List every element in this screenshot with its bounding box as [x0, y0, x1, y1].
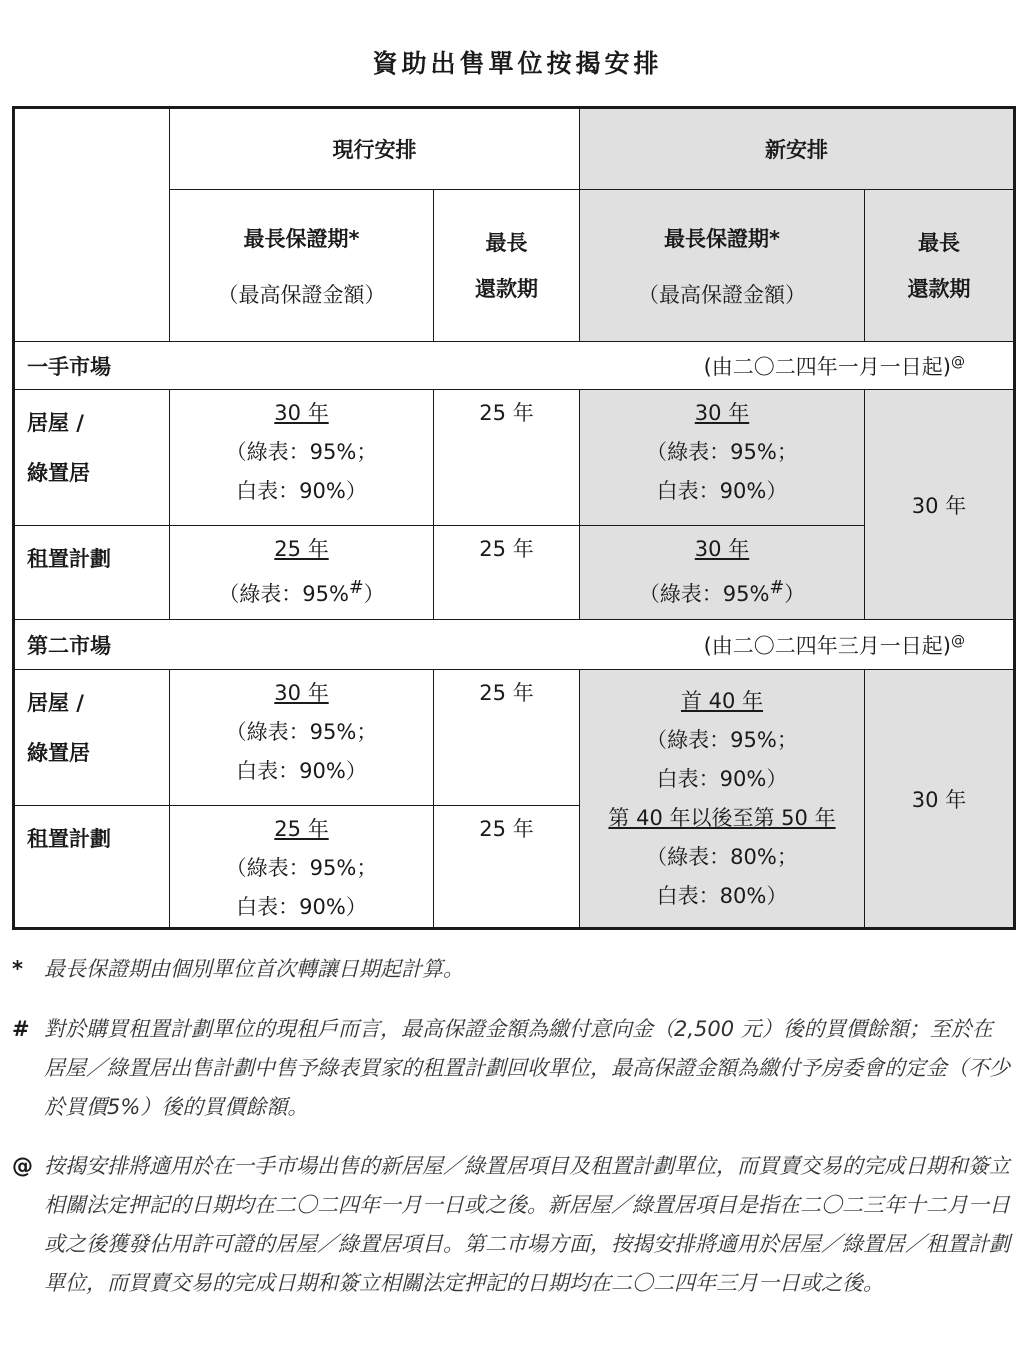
row-label-tps: 租置計劃: [14, 806, 170, 929]
header-repay-current: [434, 190, 580, 342]
repay-label-1: 最長: [485, 230, 528, 255]
row-label-hos: 居屋 / 綠置居: [14, 670, 170, 806]
footnote-asterisk: * 最長保證期由個別單位首次轉讓日期起計算。: [12, 957, 464, 981]
repay-label-1: 最長: [918, 230, 960, 255]
repay-label-2: 還款期: [475, 276, 538, 301]
section-effective-date: (由二〇二四年一月一日起)@: [703, 353, 965, 379]
secondary-new-guarantee: 首 40 年 （綠表：95%； 白表：90%） 第 40 年以後至第 50 年 （綠表：80%； 白表：80%）: [580, 670, 865, 929]
header-new: 新安排: [580, 108, 1015, 190]
section-primary: [14, 342, 1015, 390]
guarantee-amount-label: （最高保證金額）: [638, 282, 806, 307]
primary-tps-new-guarantee: 30 年 （綠表：95%#）: [580, 526, 865, 620]
footnote-at: @ 按揭安排將適用於在一手市場出售的新居屋／綠置居項目及租置計劃單位，而買賣交易的完成日期和簽立相關法定押記的日期均在二〇二四年一月一日或之後。新居屋／綠置居項目是指在二〇二三年十二月一日或之後獲發佔用許可證的居屋／綠置居項目。第二市場方面，按揭安排將適用於居屋／綠置居／租置計劃單位，而買賣交易的完成日期和簽立相關法定押記的日期均在二〇二四年三月一日或之後。: [12, 1154, 1010, 1295]
guarantee-amount-label: （最高保證金額）: [217, 282, 386, 307]
secondary-new-repay: 30 年: [865, 670, 1015, 929]
primary-tps-current-repay: 25 年: [434, 526, 580, 620]
primary-tps-current-guarantee: 25 年 （綠表：95%#）: [170, 526, 434, 620]
repay-label-2: 還款期: [907, 276, 971, 301]
page-title: 資助出售單位按揭安排: [372, 49, 663, 78]
mortgage-table: [12, 106, 1016, 930]
secondary-tps-current-guarantee: 25 年 （綠表：95%； 白表：90%）: [170, 806, 434, 929]
secondary-hos-current-repay: 25 年: [434, 670, 580, 806]
secondary-tps-current-repay: 25 年: [434, 806, 580, 929]
primary-new-repay: 30 年: [865, 390, 1015, 620]
header-guarantee-new: [580, 190, 865, 342]
header-current: 現行安排: [170, 108, 580, 190]
corner-cell: [14, 108, 170, 342]
row-label-hos: 居屋 / 綠置居: [14, 390, 170, 526]
footnote-hash: # 對於購買租置計劃單位的現租戶而言，最高保證金額為繳付意向金（2,500 元）後的買價餘額；至於在居屋／綠置居出售計劃中售予綠表買家的租置計劃回收單位，最高保證金額為繳付予房委會的定金（不少於買價5%）後的買價餘額。: [12, 1017, 1010, 1119]
primary-hos-current-repay: 25 年: [434, 390, 580, 526]
guarantee-period-label: 最長保證期*: [664, 226, 780, 251]
primary-hos-current-guarantee: 30 年 （綠表：95%； 白表：90%）: [170, 390, 434, 526]
primary-hos-new-guarantee: 30 年 （綠表：95%； 白表：90%）: [580, 390, 865, 526]
secondary-hos-current-guarantee: 30 年 （綠表：95%； 白表：90%）: [170, 670, 434, 806]
section-name: 一手市場: [27, 354, 111, 379]
header-repay-new: [865, 190, 1015, 342]
guarantee-period-label: 最長保證期*: [243, 226, 360, 251]
section-effective-date: (由二〇二四年三月一日起)@: [703, 632, 965, 658]
section-secondary: [14, 620, 1015, 670]
header-guarantee-current: [170, 190, 434, 342]
row-label-tps: 租置計劃: [14, 526, 170, 620]
section-name: 第二市場: [27, 633, 111, 658]
